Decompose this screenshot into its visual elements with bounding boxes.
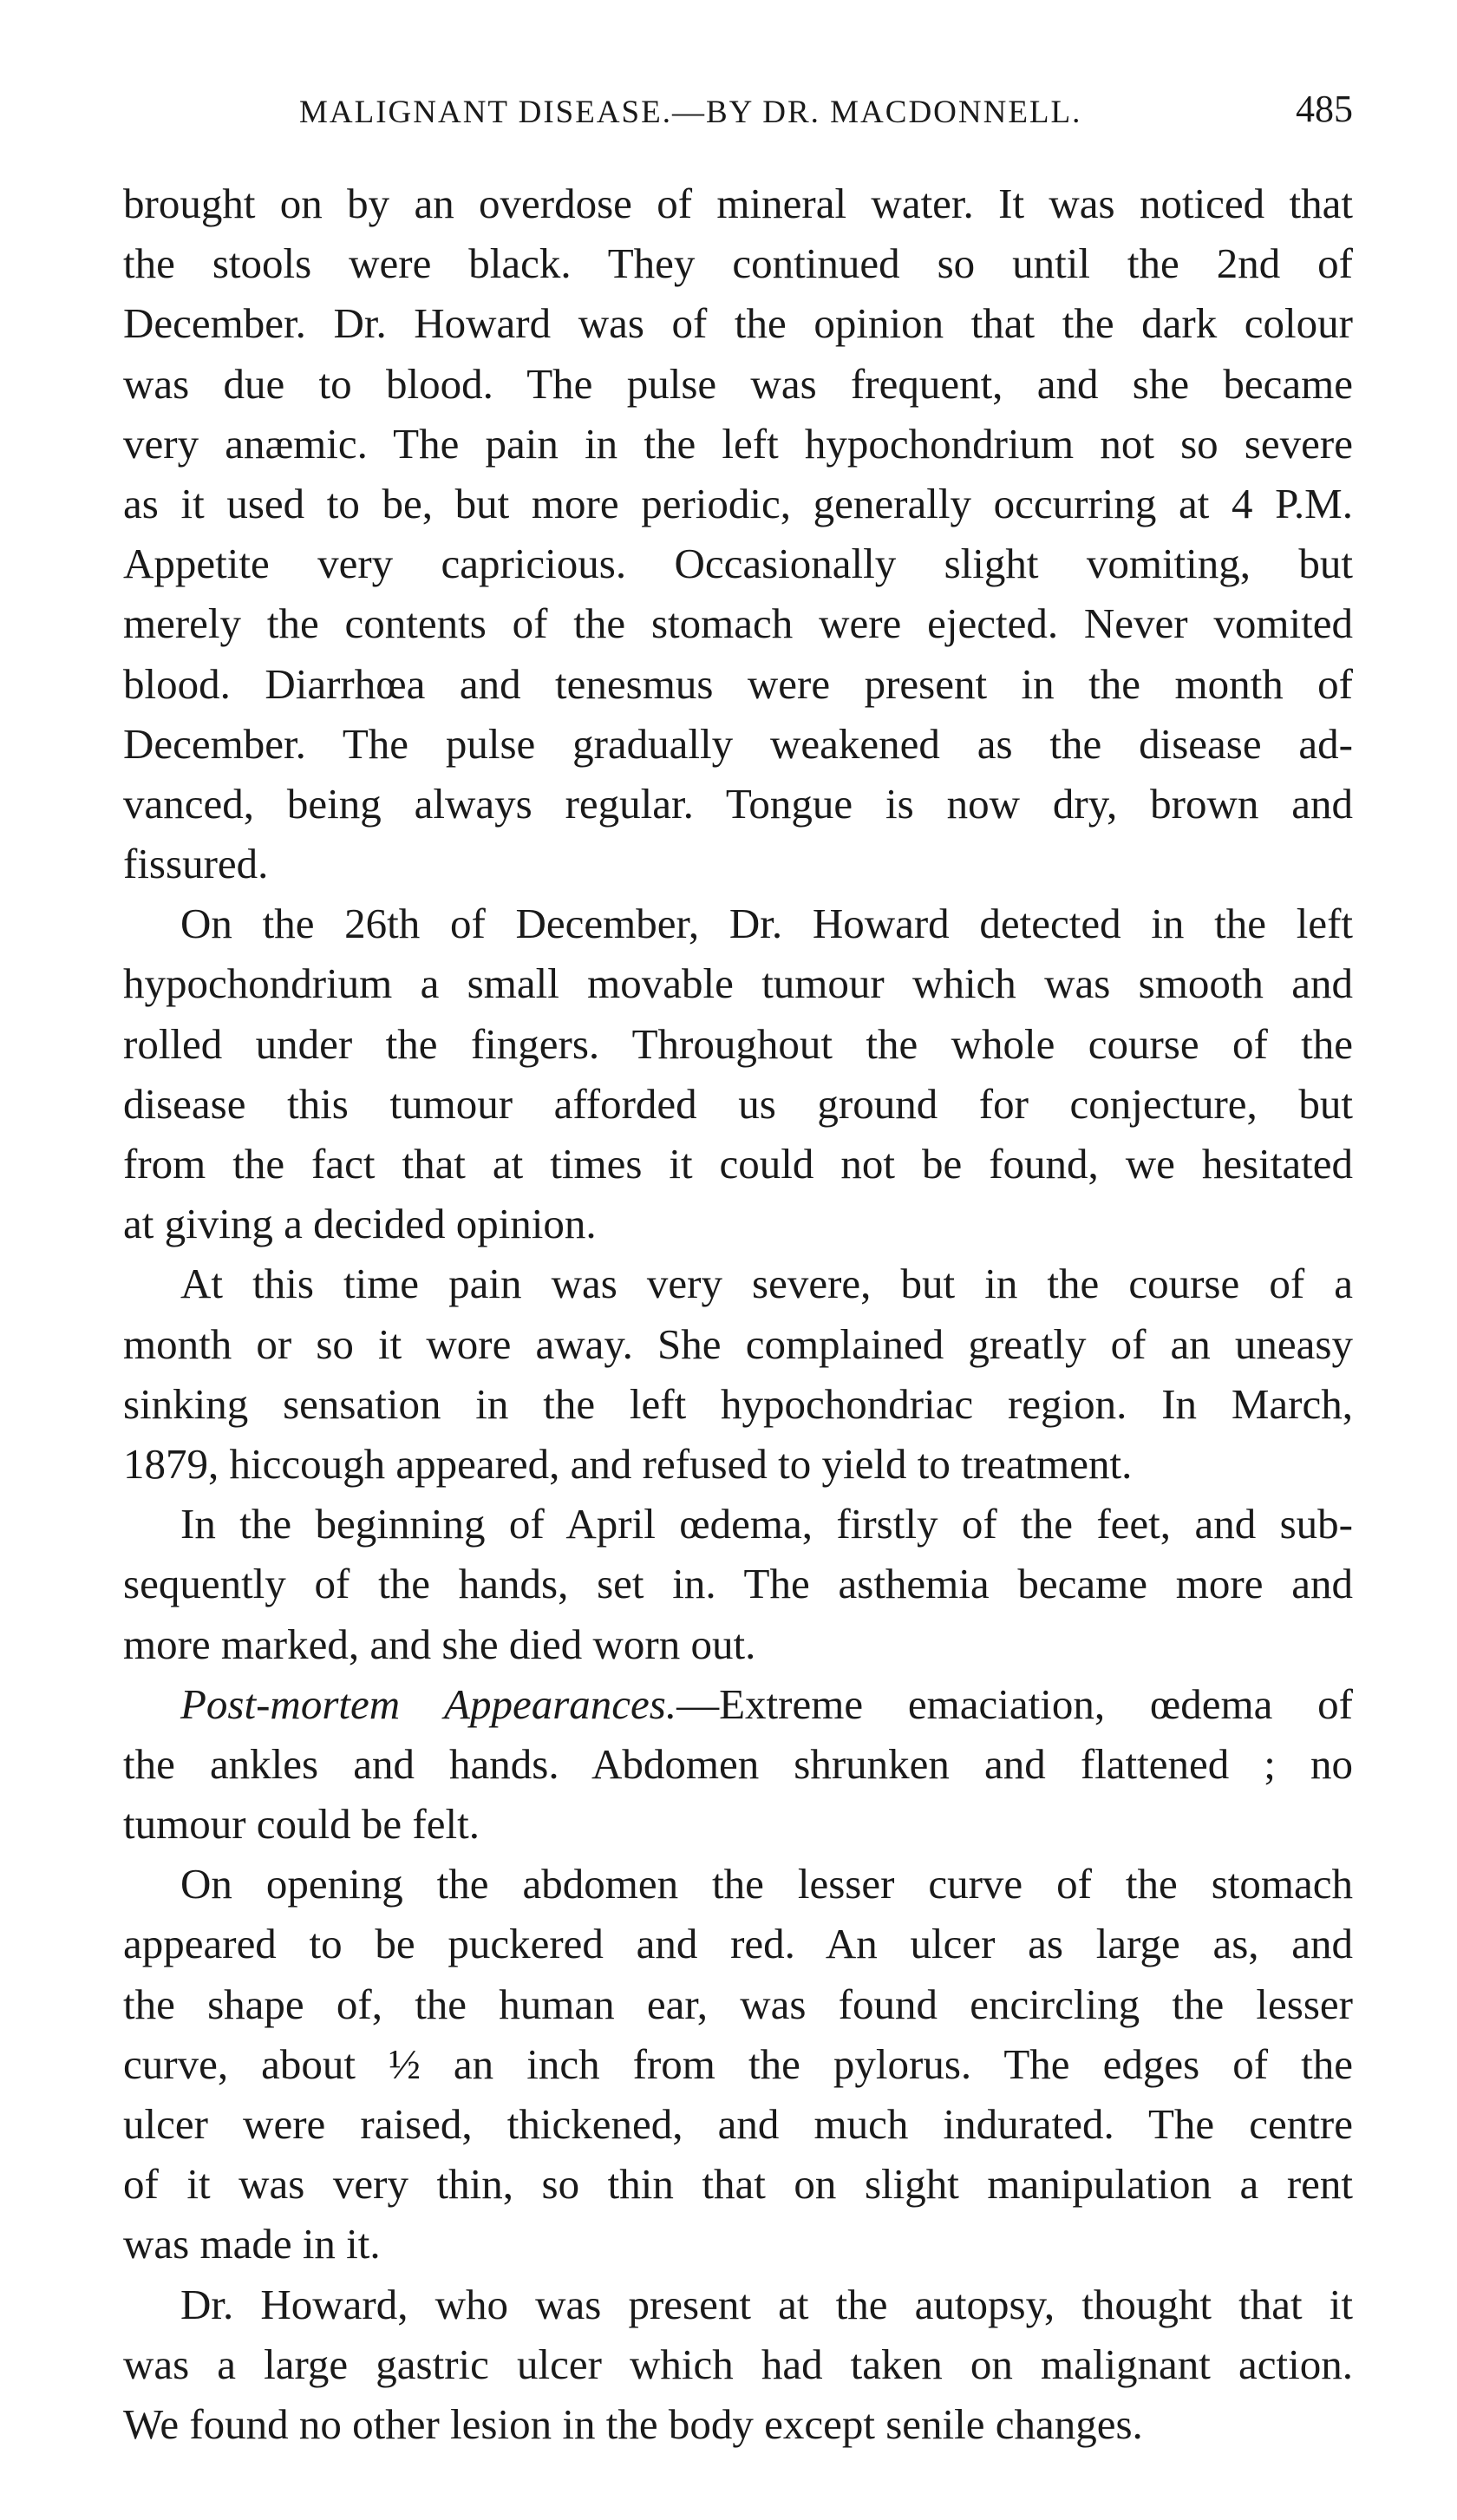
text-line: at giving a decided opinion. — [123, 1200, 597, 1248]
text-line: 1879, hiccough appeared, and refused to yield to treatment. — [123, 1439, 1133, 1488]
text-line: appeared to be puckered and red. An ulcer as large as, and — [123, 1920, 1353, 1968]
text-line: the ankles and hands. Abdomen shrunken and flattened ; no — [123, 1739, 1353, 1788]
section-heading-italic: Post-mortem Appearances. — [180, 1679, 677, 1728]
text-line: rolled under the fingers. Throughout the whole course of the — [123, 1019, 1353, 1068]
text-line: vanced, being always regular. Tongue is now dry, brown and — [123, 779, 1353, 828]
text-line: of it was very thin, so thin that on slight manipulation a rent — [123, 2160, 1353, 2209]
text-line: was due to blood. The pulse was frequent, and she became — [123, 359, 1353, 408]
text-line: brought on by an overdose of mineral water. It was noticed that — [123, 180, 1353, 227]
text-line: sequently of the hands, set in. The asthemia became more and — [123, 1560, 1353, 1608]
text-line: from the fact that at times it could not be found, we hesitated — [123, 1140, 1353, 1188]
running-title: MALIGNANT DISEASE.—BY DR. MACDONNELL. — [299, 95, 1082, 130]
text-line: sinking sensation in the left hypochondriac region. In March, — [123, 1379, 1353, 1428]
text-line: more marked, and she died worn out. — [123, 1620, 756, 1668]
text-line: On opening the abdomen the lesser curve of the stomach — [180, 1860, 1353, 1908]
text-line: merely the contents of the stomach were ejected. Never vomited — [123, 599, 1353, 648]
text-line: curve, about ½ an inch from the pylorus. The edges of the — [123, 2039, 1353, 2088]
text-line: On the 26th of December, Dr. Howard detected in the left — [180, 900, 1353, 948]
text-line: Dr. Howard, who was present at the autopsy, thought that it — [180, 2280, 1353, 2328]
text-line: In the beginning of April œdema, firstly of the feet, and sub- — [180, 1500, 1353, 1548]
text-line: disease this tumour afforded us ground for conjecture, but — [123, 1079, 1353, 1128]
text-line: hypochondrium a small movable tumour which was smooth and — [123, 959, 1353, 1008]
text-line: was made in it. — [123, 2220, 381, 2268]
running-head — [121, 88, 1353, 146]
text-line: Appetite very capricious. Occasionally slight vomiting, but — [123, 540, 1353, 588]
text-line: blood. Diarrhœa and tenesmus were present in the month of — [123, 659, 1353, 708]
text-line: December. The pulse gradually weakened as the disease ad- — [123, 719, 1353, 768]
text-fragment: —Extreme emaciation, œdema of — [676, 1679, 1353, 1728]
text-line: as it used to be, but more periodic, generally occurring at 4 P.M. — [123, 479, 1353, 527]
text-line: the shape of, the human ear, was found encircling the lesser — [123, 1980, 1353, 2028]
text-line: December. Dr. Howard was of the opinion that the dark colour — [123, 299, 1353, 348]
page-number: 485 — [1296, 88, 1353, 130]
text-line: the stools were black. They continued so until the 2nd of — [123, 239, 1353, 288]
text-line: We found no other lesion in the body except senile changes. — [123, 2399, 1143, 2448]
text-line: tumour could be felt. — [123, 1800, 480, 1849]
text-line: At this time pain was very severe, but in the course of a — [180, 1260, 1353, 1308]
text-line: fissured. — [123, 840, 269, 888]
text-line: month or so it wore away. She complained greatly of an uneasy — [123, 1319, 1353, 1368]
text-line — [123, 1674, 1353, 1734]
text-line: ulcer were raised, thickened, and much indurated. The centre — [123, 2100, 1353, 2148]
text-line: was a large gastric ulcer which had taken on malignant action. — [123, 2340, 1353, 2388]
body-text — [123, 173, 1353, 2454]
text-line: very anæmic. The pain in the left hypochondrium not so severe — [123, 419, 1353, 468]
